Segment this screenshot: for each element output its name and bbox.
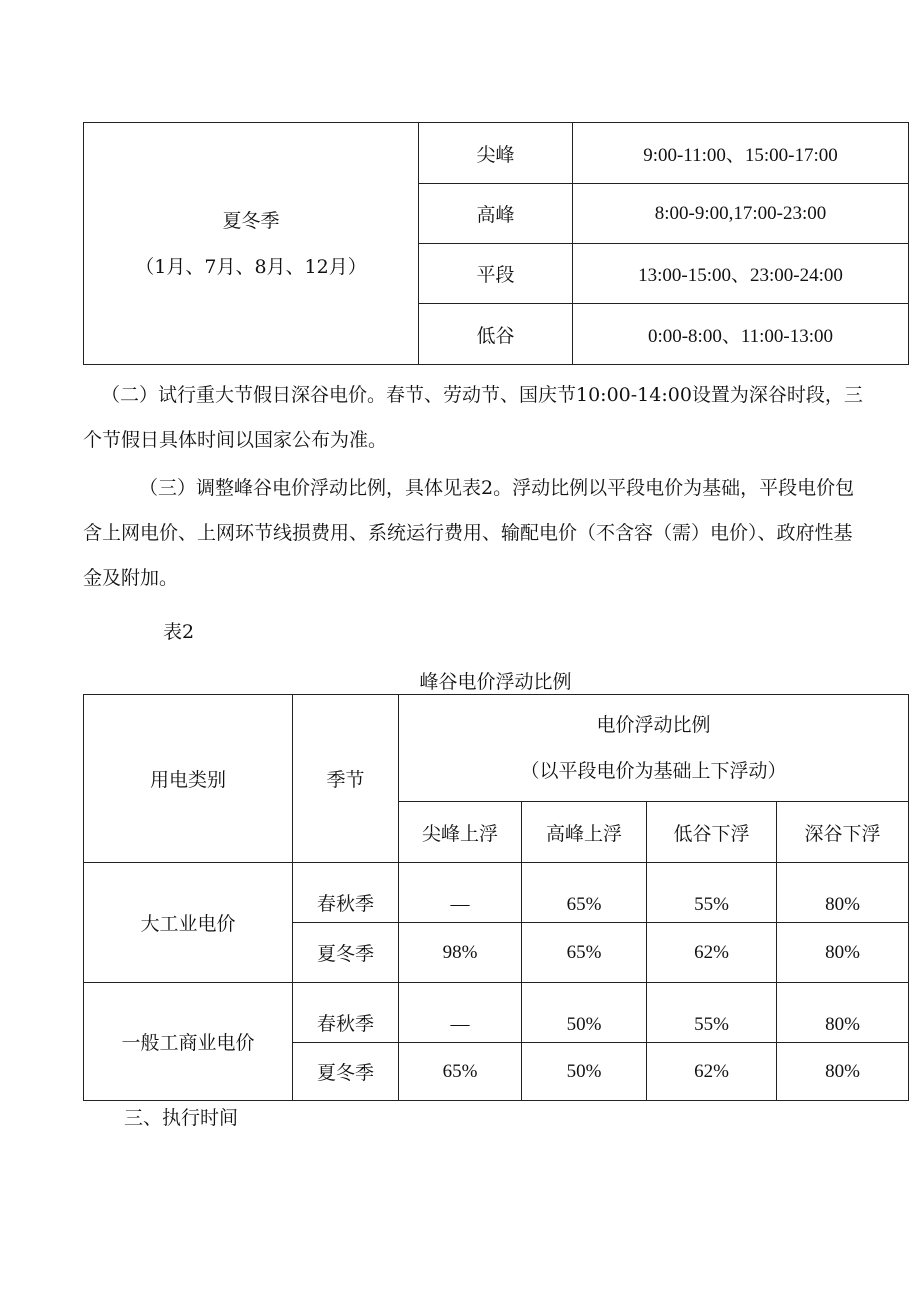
value-cell: 80% — [777, 1043, 909, 1101]
value-cell: 62% — [647, 923, 777, 983]
value-cell: 50% — [522, 983, 647, 1043]
value-cell: 98% — [399, 923, 522, 983]
season-cell: 夏冬季 — [293, 1043, 399, 1101]
time-cell: 9:00-11:00、15:00-17:00 — [573, 123, 909, 184]
header-ratio-note: （以平段电价为基础上下浮动） — [520, 760, 787, 782]
table-title: 峰谷电价浮动比例 — [419, 671, 572, 693]
value-cell: 55% — [647, 983, 777, 1043]
period-cell: 低谷 — [419, 304, 573, 365]
paragraph-line: 金及附加。 — [83, 567, 179, 589]
paragraph-ratio-adjust — [83, 466, 908, 601]
paragraph-line: 含上网电价、上网环节线损费用、系统运行费用、输配电价（不含容（需）电价）、政府性基 — [83, 522, 853, 544]
value-cell: 62% — [647, 1043, 777, 1101]
value-cell: 80% — [777, 923, 909, 983]
paragraph-holiday-valley — [83, 373, 908, 463]
value-cell: 80% — [777, 863, 909, 923]
season-cell: 夏冬季 — [293, 923, 399, 983]
header-col: 深谷下浮 — [777, 802, 909, 863]
paragraph-line: 个节假日具体时间以国家公布为准。 — [83, 429, 388, 451]
value-cell: 50% — [522, 1043, 647, 1101]
paragraph-line: （三）调整峰谷电价浮动比例，具体见表2。浮动比例以平段电价为基础，平段电价包 — [139, 477, 855, 499]
header-category: 用电类别 — [84, 695, 293, 863]
period-cell: 高峰 — [419, 184, 573, 244]
value-cell: — — [399, 863, 522, 923]
header-col: 高峰上浮 — [522, 802, 647, 863]
header-season: 季节 — [293, 695, 399, 863]
category-cell: 大工业电价 — [84, 863, 293, 983]
period-cell: 平段 — [419, 244, 573, 304]
header-col: 尖峰上浮 — [399, 802, 522, 863]
value-cell: 65% — [522, 863, 647, 923]
header-ratio-title: 电价浮动比例 — [596, 714, 711, 736]
section-heading-execution-time: 三、执行时间 — [124, 1107, 239, 1129]
season-months: （1月、7月、8月、12月） — [135, 255, 367, 278]
value-cell: 65% — [399, 1043, 522, 1101]
header-ratio — [399, 695, 909, 802]
value-cell: 65% — [522, 923, 647, 983]
value-cell: 80% — [777, 983, 909, 1043]
period-cell: 尖峰 — [419, 123, 573, 184]
time-cell: 0:00-8:00、11:00-13:00 — [573, 304, 909, 365]
season-label: 夏冬季 — [222, 209, 280, 232]
season-cell: 春秋季 — [293, 983, 399, 1043]
paragraph-line: （二）试行重大节假日深谷电价。春节、劳动节、国庆节10:00-14:00设置为深谷时段，三 — [101, 384, 863, 406]
category-cell: 一般工商业电价 — [84, 983, 293, 1101]
value-cell: — — [399, 983, 522, 1043]
time-cell: 8:00-9:00,17:00-23:00 — [573, 184, 909, 244]
time-cell: 13:00-15:00、23:00-24:00 — [573, 244, 909, 304]
header-col: 低谷下浮 — [647, 802, 777, 863]
value-cell: 55% — [647, 863, 777, 923]
table-label: 表2 — [163, 621, 195, 643]
season-cell — [84, 123, 419, 365]
float-ratio-table — [83, 694, 909, 1101]
season-cell: 春秋季 — [293, 863, 399, 923]
time-period-table — [83, 122, 909, 365]
